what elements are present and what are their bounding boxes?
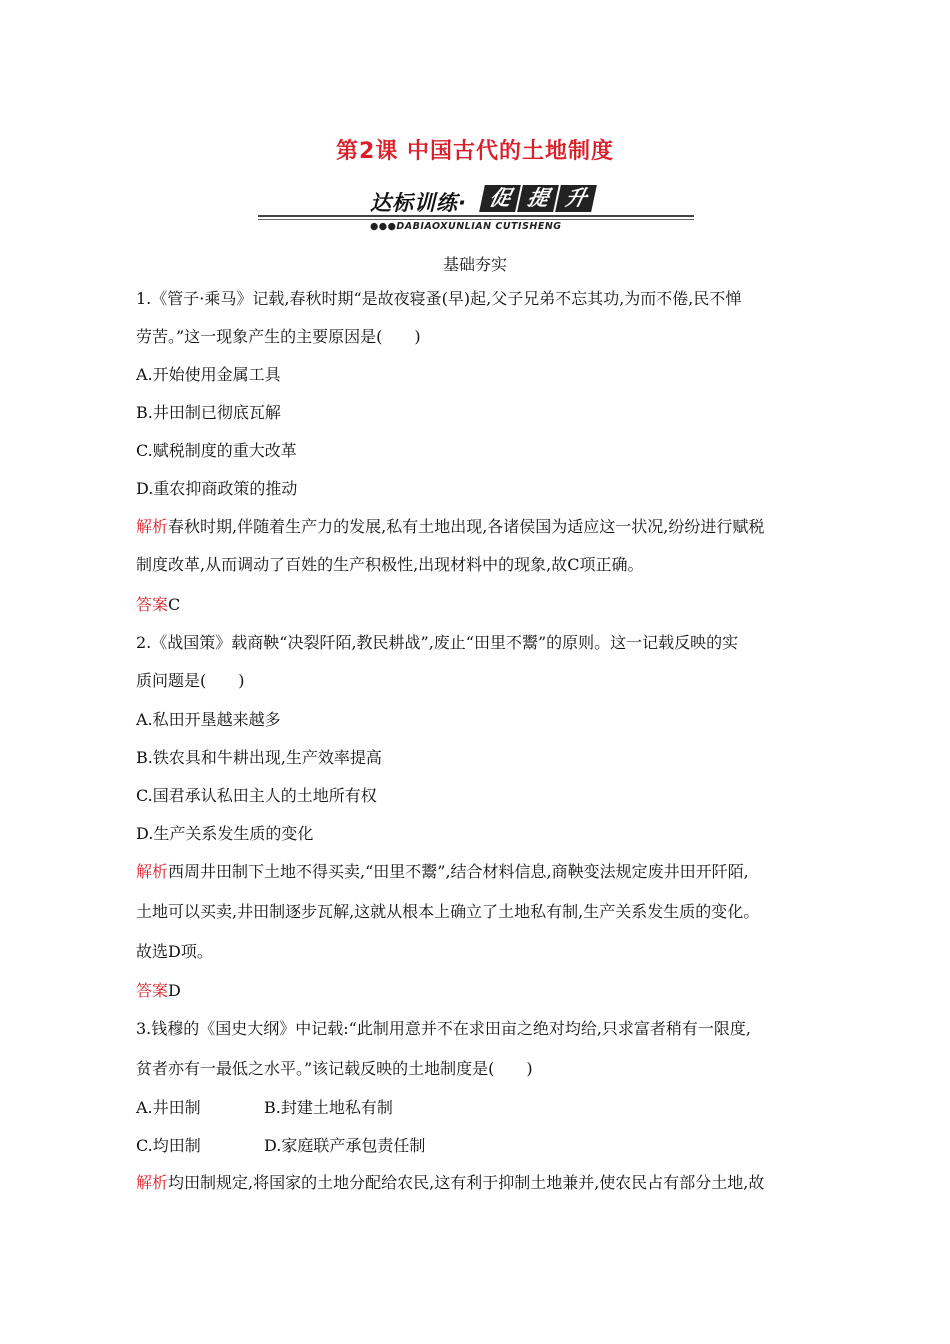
question-2-stem-line: 2.《战国策》载商鞅“决裂阡陌,教民耕战”,废止“田里不鬻”的原则。这一记载反映的实 — [136, 633, 739, 652]
banner-box: 升 — [555, 185, 597, 212]
analysis-text: 均田制规定,将国家的土地分配给农民,这有利于抑制土地兼并,使农民占有部分土地,故 — [168, 1173, 765, 1192]
question-3-option-c: C.均田制 — [136, 1136, 201, 1155]
question-2-analysis — [136, 859, 749, 882]
banner-text: 达标训练· — [370, 191, 467, 215]
section-heading: 基础夯实 — [442, 255, 507, 274]
banner-rule-thin — [258, 219, 694, 220]
question-1-answer — [136, 592, 180, 615]
analysis-label: 解析 — [136, 1173, 169, 1192]
question-2-analysis-line: 故选D项。 — [136, 942, 213, 961]
question-2-stem-line: 质问题是( ) — [136, 671, 245, 690]
answer-label: 答案 — [136, 595, 169, 614]
question-3-stem-line: 贫者亦有一最低之水平。”该记载反映的土地制度是( ) — [136, 1059, 533, 1078]
question-1-option-a: A.开始使用金属工具 — [136, 365, 281, 384]
page-title: 第2课 中国古代的土地制度 — [336, 139, 614, 164]
analysis-text: 西周井田制下土地不得买卖,“田里不鬻”,结合材料信息,商鞅变法规定废井田开阡陌, — [168, 862, 749, 881]
banner-subtitle: ●●●DABIAOXUNLIAN CUTISHENG — [370, 221, 562, 232]
question-3-stem-line: 3.钱穆的《国史大纲》中记载:“此制用意并不在求田亩之绝对均给,只求富者稍有一限度, — [136, 1019, 752, 1038]
answer-label: 答案 — [136, 981, 169, 1000]
question-1-analysis-line: 制度改革,从而调动了百姓的生产积极性,出现材料中的现象,故C项正确。 — [136, 555, 644, 574]
section-banner — [258, 183, 694, 233]
analysis-text: 春秋时期,伴随着生产力的发展,私有土地出现,各诸侯国为适应这一状况,纷纷进行赋税 — [168, 517, 765, 536]
question-2-option-b: B.铁农具和牛耕出现,生产效率提高 — [136, 748, 382, 767]
banner-boxes — [482, 185, 594, 212]
answer-value: C — [168, 595, 181, 614]
question-2-option-c: C.国君承认私田主人的土地所有权 — [136, 786, 377, 805]
banner-rule — [258, 215, 694, 217]
analysis-label: 解析 — [136, 862, 169, 881]
question-1-stem-line: 1.《管子·乘马》记载,春秋时期“是故夜寝蚤(早)起,父子兄弟不忘其功,为而不倦,民不惮 — [136, 289, 742, 308]
question-3-option-d: D.家庭联产承包责任制 — [264, 1136, 426, 1155]
question-2-answer — [136, 978, 181, 1001]
question-1-option-d: D.重农抑商政策的推动 — [136, 479, 298, 498]
question-3-analysis — [136, 1170, 764, 1193]
question-1-stem-line: 劳苦。”这一现象产生的主要原因是( ) — [136, 327, 421, 346]
question-3-option-b: B.封建土地私有制 — [264, 1098, 393, 1117]
question-2-analysis-line: 土地可以买卖,井田制逐步瓦解,这就从根本上确立了土地私有制,生产关系发生质的变化。 — [136, 902, 760, 921]
question-1-option-c: C.赋税制度的重大改革 — [136, 441, 297, 460]
banner-box: 提 — [517, 185, 559, 212]
question-1-analysis — [136, 514, 764, 537]
analysis-label: 解析 — [136, 517, 169, 536]
answer-value: D — [168, 981, 181, 1000]
question-3-option-a: A.井田制 — [136, 1098, 201, 1117]
banner-box: 促 — [479, 185, 521, 212]
question-2-option-d: D.生产关系发生质的变化 — [136, 824, 314, 843]
question-2-option-a: A.私田开垦越来越多 — [136, 710, 281, 729]
question-1-option-b: B.井田制已彻底瓦解 — [136, 403, 281, 422]
